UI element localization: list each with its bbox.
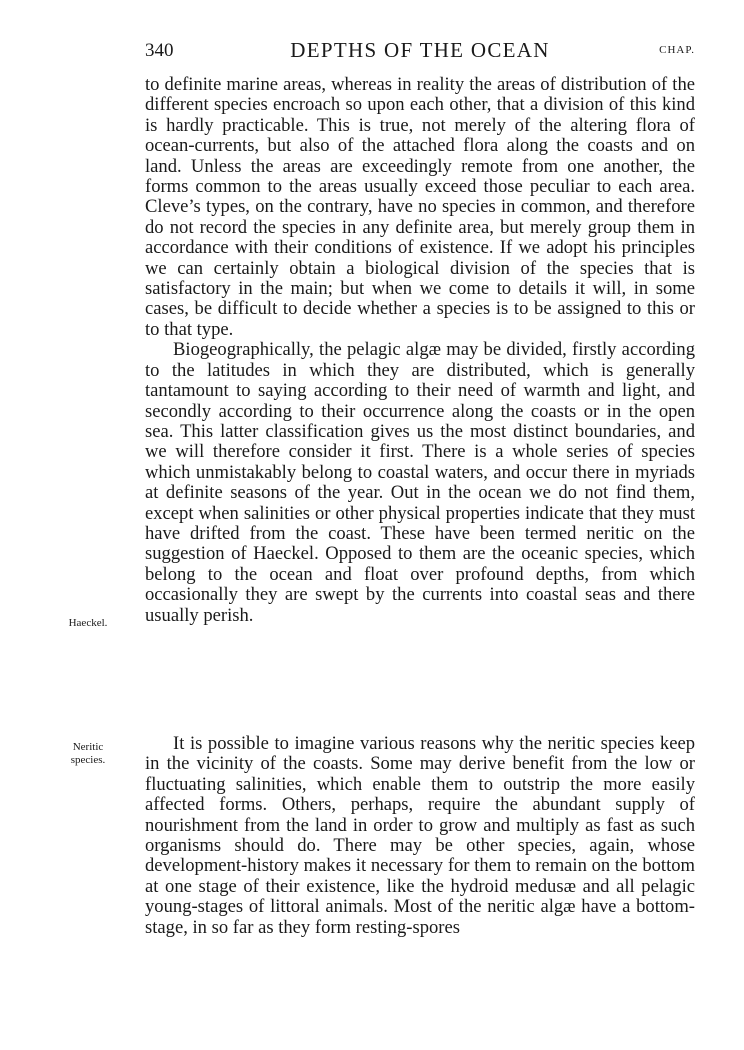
page-number: 340	[145, 40, 174, 61]
margin-note-line: Neritic	[72, 741, 104, 753]
margin-note-neritic-species	[54, 741, 122, 767]
chapter-label: CHAP.	[659, 44, 695, 56]
page-header	[145, 38, 695, 66]
margin-note-line: species.	[70, 754, 106, 766]
margin-note-haeckel: Haeckel.	[68, 617, 108, 629]
paragraph-continuation: to definite marine areas, whereas in reality the areas of distribution of the different species encroach so upon each other, that a division of this kind is hardly practicable. This is true, not merely of the altering flora of ocean-currents, but also of the attached flora along the coasts and on land. Unless the areas are exceedingly remote from one another, the forms common to the areas usually exceed those peculiar to each area. Cleve’s types, on the contrary, have no species in common, and therefore do not record the species in any definite area, but merely group them in accordance with their conditions of existence. If we adopt his principles we can certainly obtain a biological division of the species that is satisfactory in the main; but when we come to details it will, in some cases, be difficult to decide whether a species is to be assigned to this or to that type.	[145, 74, 695, 340]
paragraph-neritic-reasons: It is possible to imagine various reasons why the neritic species keep in the vicinity of the coasts. Some may derive benefit from the low or fluctuating salinities, which enable them to outstrip the more easily affected forms. Others, perhaps, require the abundant supply of nourishment from the land in order to grow and multiply as fast as such organisms should do. There may be other species, again, whose development-history makes it necessary for them to remain on the bottom at one stage of their existence, like the hydroid medusæ and all pelagic young-stages of littoral animals. Most of the neritic algæ have a bottom-stage, in so far as they form resting-spores	[145, 733, 695, 938]
running-title: DEPTHS OF THE OCEAN	[290, 38, 550, 62]
main-text-upper	[145, 75, 695, 626]
paragraph-biogeographically: Biogeographically, the pelagic algæ may be divided, firstly according to the latitudes in which they are distributed, which is generally tantamount to saying according to their need of warmth and light, and secondly according to their occurrence along the coasts or in the open sea. This latter classification gives us the most distinct boundaries, and we will therefore consider it first. There is a whole series of species which unmistakably belong to coastal waters, and occur there in myriads at definite seasons of the year. Out in the ocean we do not find them, except when salinities or other physical properties indicate that they must have drifted from the coast. These have been termed neritic on the suggestion of Haeckel. Opposed to them are the oceanic species, which belong to the ocean and float over profound depths, from which occasionally they are swept by the currents into coastal seas and there usually perish.	[145, 339, 695, 626]
main-text-lower	[145, 734, 695, 938]
